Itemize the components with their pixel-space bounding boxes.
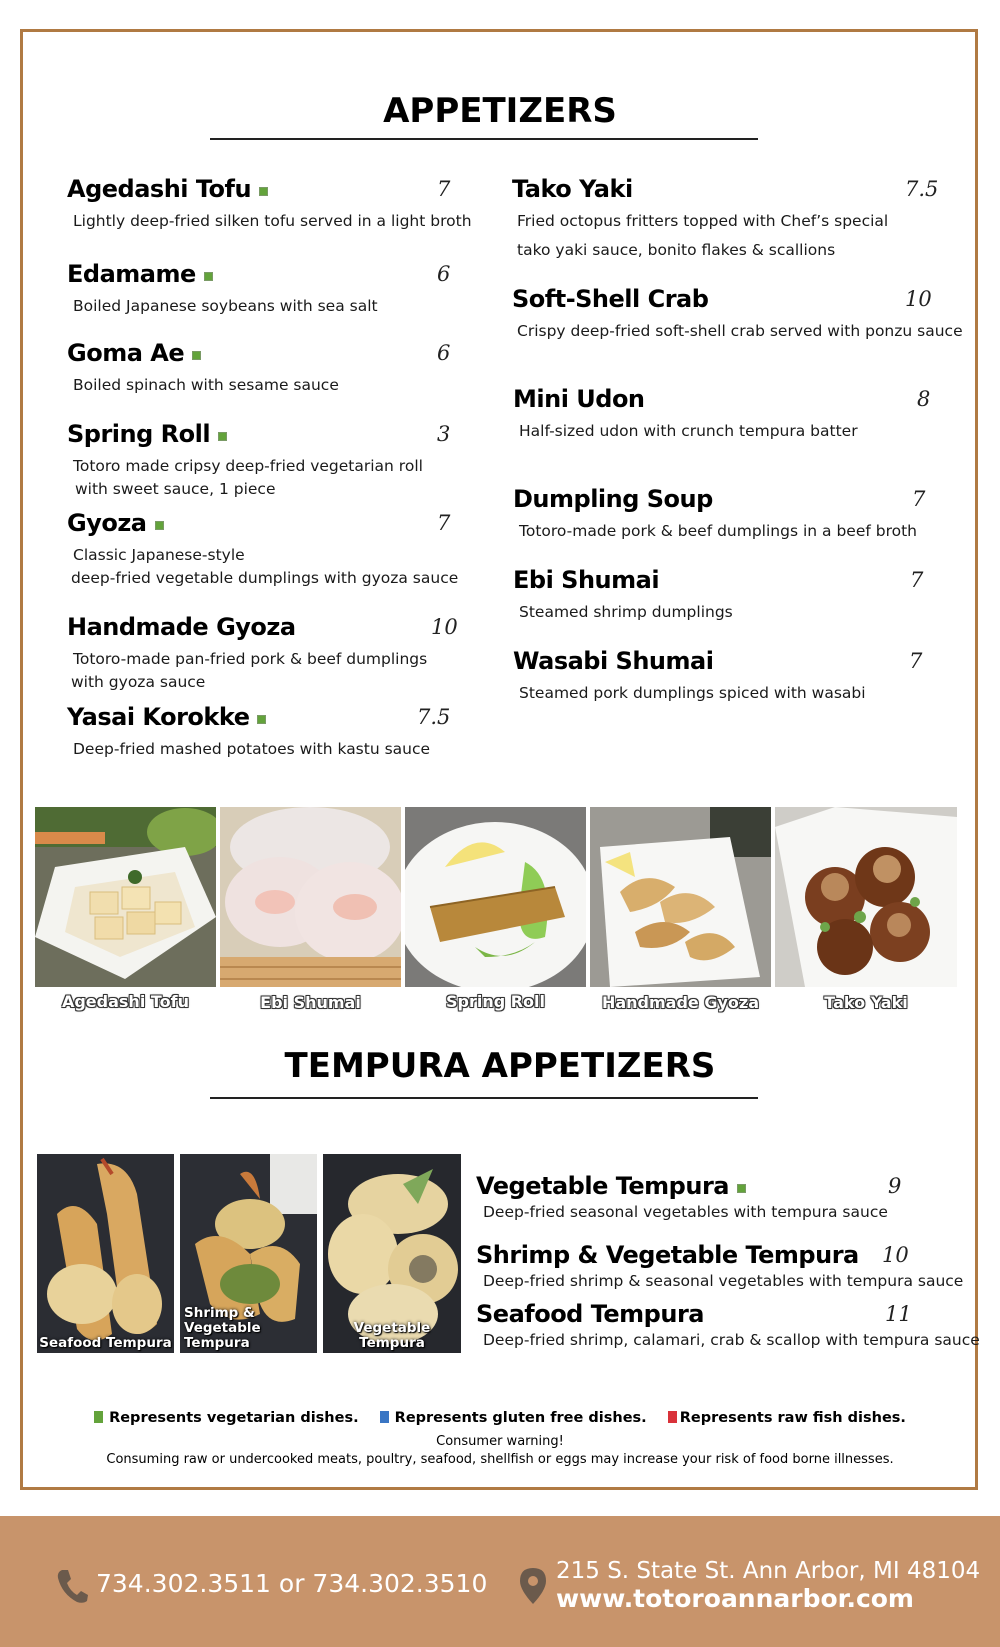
- item-name: Yasai Korokke: [67, 703, 250, 731]
- item-description: Totoro-made pork & beef dumplings in a beef broth: [519, 522, 917, 540]
- phone-icon: [56, 1568, 88, 1609]
- menu-item-seafood-tempura: [476, 1300, 980, 1356]
- item-price: 7.5: [417, 705, 451, 729]
- consumer-warning-heading: Consumer warning!: [436, 1434, 564, 1449]
- menu-item-tako-yaki: [512, 175, 952, 259]
- vegetarian-mark-icon: [204, 272, 213, 281]
- photo-caption: Spring Roll: [445, 992, 546, 1011]
- appetizers-title-rule: [210, 138, 758, 140]
- item-name: Edamame: [67, 260, 196, 288]
- tempura-title-rule: [210, 1097, 758, 1099]
- item-name: Shrimp & Vegetable Tempura: [476, 1241, 859, 1269]
- photo-caption: Seafood Tempura: [39, 1335, 172, 1351]
- item-description: Classic Japanese-style: [73, 546, 245, 564]
- item-description: Totoro made cripsy deep-fried vegetarian roll: [73, 457, 423, 475]
- item-description: Half-sized udon with crunch tempura batter: [519, 422, 858, 440]
- vegetarian-mark-icon: [218, 432, 227, 441]
- item-name: Wasabi Shumai: [513, 647, 714, 675]
- item-price: 10: [431, 615, 458, 639]
- item-price: 7: [910, 568, 924, 592]
- vegetarian-mark-icon: [192, 351, 201, 360]
- tempura-title: TEMPURA APPETIZERS: [284, 1046, 716, 1086]
- item-name: Spring Roll: [67, 420, 211, 448]
- item-name: Handmade Gyoza: [67, 613, 296, 641]
- item-description: Deep-fried shrimp, calamari, crab & scallop with tempura sauce: [483, 1331, 980, 1349]
- item-name: Mini Udon: [513, 385, 645, 413]
- item-name: Agedashi Tofu: [67, 175, 252, 203]
- photo-caption: Vegetable Tempura: [353, 1320, 431, 1351]
- item-price: 11: [885, 1302, 912, 1326]
- item-description: Boiled spinach with sesame sauce: [73, 376, 339, 394]
- raw-fish-swatch-icon: [668, 1411, 677, 1423]
- item-description: Steamed shrimp dumplings: [519, 603, 733, 621]
- photo-caption: Tako Yaki: [824, 993, 908, 1012]
- item-price: 7: [437, 511, 451, 535]
- item-price: 7: [909, 649, 923, 673]
- item-price: 3: [437, 422, 451, 446]
- address: 215 S. State St. Ann Arbor, MI 48104: [556, 1558, 981, 1584]
- item-description: Deep-fried mashed potatoes with kastu sauce: [73, 740, 431, 758]
- photo-vegetable-tempura: [323, 1154, 461, 1353]
- item-description: Deep-fried shrimp & seasonal vegetables with tempura sauce: [483, 1272, 964, 1290]
- photo-agedashi-tofu: [35, 807, 216, 987]
- photo-seafood-tempura: [37, 1154, 174, 1353]
- menu-item-spring-roll: [67, 420, 451, 504]
- map-pin-icon: [520, 1568, 546, 1609]
- menu-item-ebi-shumai: [513, 566, 953, 626]
- item-description: Boiled Japanese soybeans with sea salt: [73, 297, 378, 315]
- item-description: Crispy deep-fried soft-shell crab served with ponzu sauce: [517, 322, 963, 340]
- website-link[interactable]: www.totoroannarbor.com: [556, 1584, 914, 1613]
- photo-ebi-shumai: [220, 807, 401, 987]
- legend-gluten-free: Represents gluten free dishes.: [380, 1410, 647, 1426]
- vegetarian-mark-icon: [259, 187, 268, 196]
- dietary-legend: [0, 1410, 1000, 1426]
- legend-raw-fish: Represents raw fish dishes.: [668, 1410, 906, 1426]
- item-description: Steamed pork dumplings spiced with wasabi: [519, 684, 866, 702]
- menu-item-gyoza: [67, 509, 459, 593]
- photo-tako-yaki: [775, 807, 957, 987]
- menu-item-mini-udon: [513, 385, 953, 445]
- item-price: 10: [905, 287, 932, 311]
- menu-item-soft-shell-crab: [512, 285, 963, 345]
- item-name: Goma Ae: [67, 339, 185, 367]
- menu-item-goma-ae: [67, 339, 451, 399]
- item-name: Tako Yaki: [512, 175, 633, 203]
- item-description: Lightly deep-fried silken tofu served in a light broth: [73, 212, 472, 230]
- item-price: 10: [882, 1243, 909, 1267]
- phone-numbers[interactable]: 734.302.3511 or 734.302.3510: [96, 1569, 488, 1598]
- photo-shrimp-vegetable-tempura: [180, 1154, 317, 1353]
- appetizers-title: APPETIZERS: [383, 91, 617, 131]
- item-description: Deep-fried seasonal vegetables with tempura sauce: [483, 1203, 888, 1221]
- item-name: Gyoza: [67, 509, 147, 537]
- item-price: 7: [437, 177, 451, 201]
- menu-item-shrimp-vegetable-tempura: [476, 1241, 964, 1297]
- vegetarian-mark-icon: [155, 521, 164, 530]
- item-price: 6: [437, 341, 451, 365]
- vegetarian-mark-icon: [257, 715, 266, 724]
- photo-spring-roll: [405, 807, 586, 987]
- item-description: with gyoza sauce: [71, 673, 206, 691]
- gluten-free-swatch-icon: [380, 1411, 389, 1423]
- legend-vegetarian: Represents vegetarian dishes.: [94, 1410, 359, 1426]
- item-name: Vegetable Tempura: [476, 1172, 729, 1200]
- footer: [0, 1516, 1000, 1647]
- item-price: 7: [912, 487, 926, 511]
- menu-item-agedashi-tofu: [67, 175, 472, 235]
- menu-item-wasabi-shumai: [513, 647, 953, 707]
- photo-handmade-gyoza: [590, 807, 771, 987]
- photo-caption: Shrimp & Vegetable Tempura: [184, 1305, 261, 1351]
- item-description: Fried octopus fritters topped with Chef’s special: [517, 212, 889, 230]
- item-name: Seafood Tempura: [476, 1300, 704, 1328]
- item-description: tako yaki sauce, bonito flakes & scallions: [517, 241, 836, 259]
- item-price: 9: [888, 1174, 902, 1198]
- photo-caption: Ebi Shumai: [260, 993, 361, 1012]
- menu-frame: [20, 29, 978, 1490]
- item-price: 6: [437, 262, 451, 286]
- item-name: Dumpling Soup: [513, 485, 713, 513]
- item-description: Totoro-made pan-fried pork & beef dumplings: [73, 650, 428, 668]
- vegetarian-swatch-icon: [94, 1411, 103, 1423]
- item-description: with sweet sauce, 1 piece: [75, 480, 276, 498]
- photo-caption: Agedashi Tofu: [61, 992, 190, 1011]
- consumer-warning-text: Consuming raw or undercooked meats, poultry, seafood, shellfish or eggs may increase your risk of food borne illnesses.: [106, 1452, 894, 1467]
- menu-item-handmade-gyoza: [67, 613, 458, 697]
- item-price: 7.5: [905, 177, 939, 201]
- menu-item-dumpling-soup: [513, 485, 953, 545]
- menu-item-vegetable-tempura: [476, 1172, 936, 1228]
- menu-item-edamame: [67, 260, 451, 320]
- menu-item-yasai-korokke: [67, 703, 451, 763]
- item-name: Soft-Shell Crab: [512, 285, 709, 313]
- item-price: 8: [917, 387, 931, 411]
- photo-caption: Handmade Gyoza: [601, 993, 760, 1012]
- item-name: Ebi Shumai: [513, 566, 660, 594]
- vegetarian-mark-icon: [737, 1184, 746, 1193]
- item-description: deep-fried vegetable dumplings with gyoza sauce: [71, 569, 459, 587]
